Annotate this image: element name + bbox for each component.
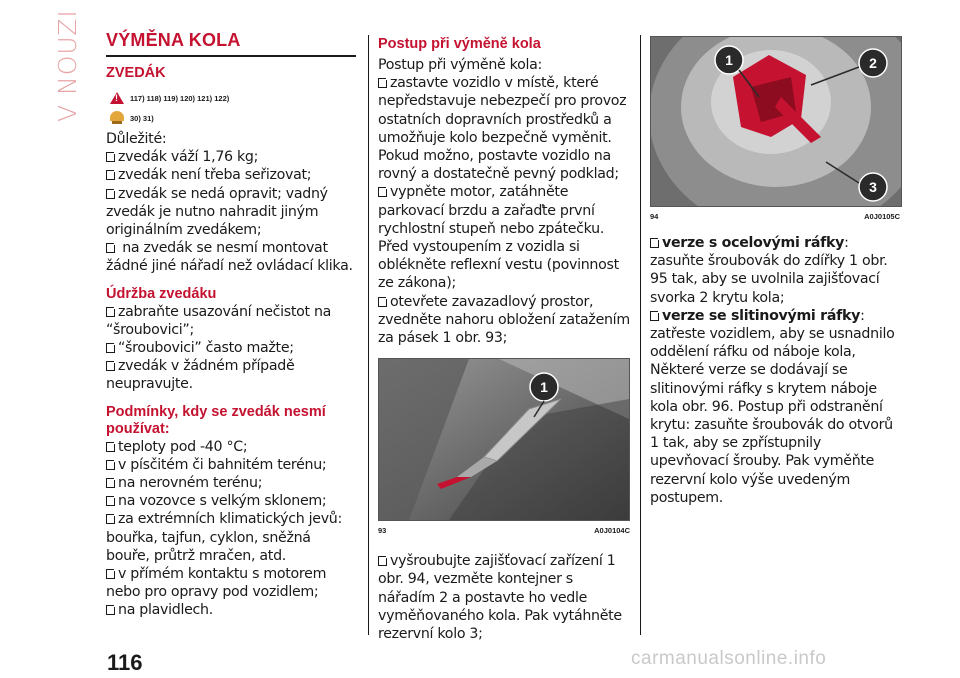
list-item: verze se slitinovými ráfky: zatřeste vozidlem, aby se usnadnilo oddělení ráfku od náboje kola, Některé verze se dodávají se slitinovými ráfky s krytem náboje kola obr. 96. Postup při odstranění krytu: zasuňte šroubovák do otvorů 1 tak, aby se zpřístupnily upevňovací šrouby. Pak vyměňte rezervní kolo výše uvedeným postupem.	[650, 307, 895, 506]
list-item: vypněte motor, zatáhněte parkovací brzdu a zařaďte první rychlostní stupeň nebo zpátečku. Před vystoupením z vozidla si oblékněte reflexní vestu (povinnost ze zákona);	[378, 184, 619, 292]
figure-94-callout-2: 2	[869, 55, 877, 71]
bullet-box-icon	[106, 496, 115, 506]
bullet-box-icon	[106, 343, 115, 353]
bullet-box-icon	[106, 189, 115, 199]
list-item: verze s ocelovými ráfky: zasuňte šroubovák do zdířky 1 obr. 95 tak, aby se uvolnila zajišťovací svorka 2 krytu kola;	[650, 235, 888, 306]
trunk-strap-illustration	[379, 359, 629, 520]
procedure-heading: Postup při výměně kola	[378, 36, 541, 52]
list-item: zvedák váží 1,76 kg;	[106, 148, 356, 166]
section-tab	[50, 9, 84, 122]
warning-refs	[110, 88, 356, 108]
list-item: vyšroubujte zajišťovací zařízení 1 obr. 94, vezměte kontejner s nářadím 2 a postavte ho vedle vyměňovaného kola. Pak vytáhněte rezervní kolo 3;	[378, 553, 622, 643]
list-item: na vozovce s velkým sklonem;	[106, 492, 356, 510]
figure-code: A0J0104C	[594, 526, 630, 536]
bullet-box-icon	[106, 569, 115, 579]
list-item: otevřete zavazadlový prostor, zvedněte nahoru obložení zatažením za pásek 1 obr. 93;	[378, 293, 630, 347]
figure-93	[378, 358, 630, 521]
bullet-box-icon	[106, 605, 115, 615]
bullet-box-icon	[106, 514, 115, 524]
bullet-box-icon	[106, 243, 115, 253]
bullet-box-icon	[106, 152, 115, 162]
figure-94	[650, 36, 902, 207]
column-procedure	[378, 36, 630, 643]
bullet-box-icon	[106, 170, 115, 180]
list-item: v přímém kontaktu s motorem nebo pro opravy pod vozidlem;	[106, 566, 327, 601]
figure-94-caption	[650, 212, 900, 221]
figure-94-callout-1: 1	[725, 52, 733, 68]
info-refs	[110, 108, 356, 128]
important-label: Důležité:	[106, 131, 167, 147]
bullet-box-icon	[106, 478, 115, 488]
column-divider-1	[368, 35, 369, 635]
figure-number: 93	[378, 526, 387, 536]
warning-icon	[110, 92, 124, 104]
bullet-box-icon	[378, 78, 387, 88]
bullet-box-icon	[650, 311, 659, 321]
figure-93-callout-1: 1	[540, 379, 548, 396]
section-tab-label: V NOUZI	[53, 9, 82, 122]
list-item: na zvedák se nesmí montovat žádné jiné nářadí než ovládací klika.	[106, 240, 353, 275]
list-item: na plavidlech.	[106, 601, 356, 619]
list-item: zvedák se nedá opravit; vadný zvedák je nutno nahradit jiným originálním zvedákem;	[106, 185, 328, 239]
procedure-intro: Postup při výměně kola:	[378, 57, 542, 73]
bullet-box-icon	[106, 361, 115, 371]
bullet-box-icon	[378, 297, 387, 307]
title-rule	[106, 55, 356, 57]
bullet-box-icon	[650, 238, 659, 248]
list-item: v písčitém či bahnitém terénu;	[106, 456, 356, 474]
list-item: zastavte vozidlo v místě, které nepředstavuje nebezpečí pro provoz ostatních dopravních prostředků a umožňuje kolo bezpečně vyměnit. Pokud možno, postavte vozidlo na rovný a dostatečně pevný podklad;	[378, 75, 627, 183]
bullet-box-icon	[106, 460, 115, 470]
page-number: 116	[107, 650, 143, 675]
list-item: za extrémních klimatických jevů: bouřka, tajfun, cyklon, sněžná bouře, průtrž mračen, atd.	[106, 511, 342, 564]
bullet-box-icon	[106, 442, 115, 452]
figure-94-callout-3: 3	[869, 179, 877, 195]
list-item: “šroubovici” často mažte;	[106, 339, 356, 357]
figure-code: A0J0105C	[864, 212, 900, 221]
column-rims	[650, 36, 900, 507]
page-title: VÝMĚNA KOLA	[106, 30, 241, 50]
bullet-box-icon	[378, 187, 387, 197]
list-item: teploty pod -40 °C;	[106, 438, 356, 456]
figure-number: 94	[650, 212, 659, 221]
column-divider-2	[640, 35, 641, 635]
spare-wheel-illustration	[651, 37, 901, 206]
maintenance-heading: Údržba zvedáku	[106, 285, 217, 302]
info-refs-text: 30) 31)	[130, 113, 154, 123]
warning-refs-text: 117) 118) 119) 120) 121) 122)	[130, 93, 230, 103]
list-item: zvedák není třeba seřizovat;	[106, 166, 356, 184]
list-item: zabraňte usazování nečistot na “šroubovici”;	[106, 303, 332, 338]
watermark: carmanualsonline.info	[631, 648, 827, 669]
lamp-icon	[110, 111, 124, 125]
jack-heading: ZVEDÁK	[106, 65, 166, 81]
conditions-heading: Podmínky, kdy se zvedák nesmí používat:	[106, 403, 326, 437]
list-item: na nerovném terénu;	[106, 474, 356, 492]
bullet-box-icon	[378, 556, 387, 566]
column-jack	[106, 30, 356, 620]
figure-93-caption	[378, 526, 630, 535]
list-item: zvedák v žádném případě neupravujte.	[106, 358, 295, 393]
bullet-box-icon	[106, 307, 115, 317]
